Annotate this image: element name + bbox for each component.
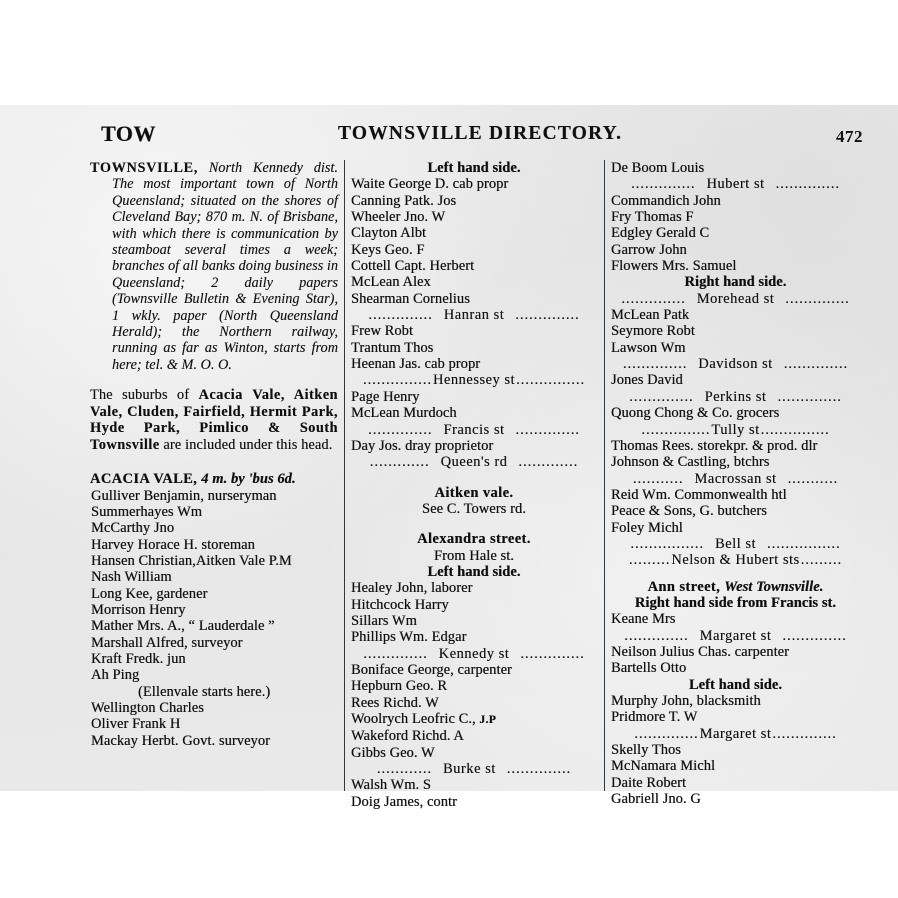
street-divider xyxy=(350,646,598,662)
list-item: Neilson Julius Chas. carpenter xyxy=(611,643,790,660)
leader-dots-left: ............... xyxy=(641,421,711,438)
leader-dots-right: ............. xyxy=(518,454,579,471)
leader-dots-right: .............. xyxy=(772,725,837,742)
list-item: Seymore Robt xyxy=(611,323,695,340)
leader-dots-left: .............. xyxy=(368,307,433,324)
list-item: Daite Robert xyxy=(611,774,687,791)
list-item: Boniface George, carpenter xyxy=(351,661,512,678)
list-item: Murphy John, blacksmith xyxy=(611,693,761,709)
townsville-main-entry xyxy=(90,160,338,373)
leader-dots-right: .............. xyxy=(775,176,840,193)
list-item: Mackay Herbt. Govt. surveyor xyxy=(91,732,271,749)
list-item: Johnson & Castling, btchrs xyxy=(611,454,770,471)
aitken-vale-subline: See C. Towers rd. xyxy=(422,500,526,517)
leader-dots-right: ............... xyxy=(516,372,586,389)
list-item: Kraft Fredk. jun xyxy=(91,651,186,668)
acacia-vale-distance: 4 m. by 'bus 6d. xyxy=(201,471,296,488)
list-item: McNamara Michl xyxy=(611,758,716,775)
suburbs-note xyxy=(90,387,338,453)
list-item: Clayton Albt xyxy=(351,225,427,242)
running-head xyxy=(85,121,875,147)
list-item: Pridmore T. W xyxy=(611,709,698,726)
street-name: Tully st xyxy=(711,421,760,438)
leader-dots-left: .............. xyxy=(622,356,688,373)
list-item: Gulliver Benjamin, nurseryman xyxy=(91,487,277,504)
page-number: 472 xyxy=(836,127,863,146)
street-name: Margaret st xyxy=(699,627,772,644)
column2-entries-2 xyxy=(350,323,598,372)
list-item-name: Woolrych Leofric C., J.P xyxy=(351,711,497,727)
column3-entries-2 xyxy=(610,193,861,275)
list-item: Gibbs Geo. W xyxy=(351,744,435,761)
suburbs-note-lead: The suburbs of xyxy=(90,387,199,404)
list-item: Healey John, laborer xyxy=(351,580,473,597)
list-item: Commandich John xyxy=(611,192,721,209)
street-name: Morehead st xyxy=(696,290,775,307)
acacia-vale-entries-1 xyxy=(90,488,338,684)
street-name: Hubert st xyxy=(706,176,765,193)
street-divider xyxy=(610,726,861,742)
leader-dots-left: .............. xyxy=(631,176,696,193)
leader-dots-right: ................ xyxy=(767,535,841,552)
ellenvale-note: (Ellenvale starts here.) xyxy=(138,683,271,700)
three-column-body xyxy=(85,160,875,810)
list-item: Wheeler Jno. W xyxy=(351,209,446,226)
list-item: Jones David xyxy=(611,372,683,389)
alexandra-entries-1 xyxy=(350,580,598,645)
page-title: TOWNSVILLE DIRECTORY. xyxy=(337,123,623,144)
townsville-headword: TOWNSVILLE, xyxy=(90,160,198,176)
street-divider xyxy=(610,471,861,487)
street-name: Davidson st xyxy=(698,356,773,373)
street-divider xyxy=(610,552,861,568)
running-head-catchword: TOW xyxy=(101,121,156,146)
list-item: Nash William xyxy=(91,569,172,586)
column3-entries-3 xyxy=(610,307,861,356)
ann-street-entries-4 xyxy=(610,742,861,807)
list-item: Keys Geo. F xyxy=(351,241,425,258)
list-item: Bartells Otto xyxy=(611,660,687,677)
side-label: Left hand side. xyxy=(688,676,783,693)
side-label: Right hand side. xyxy=(684,274,787,291)
leader-dots-left: ............ xyxy=(376,761,433,778)
street-divider xyxy=(610,536,861,552)
column3-entries-7 xyxy=(610,487,861,536)
list-item: Hansen Christian,Aitken Vale P.M xyxy=(91,553,292,569)
street-name: Hanran st xyxy=(443,307,505,324)
list-item: Wakeford Richd. A xyxy=(351,728,464,745)
list-item: Peace & Sons, G. butchers xyxy=(611,503,767,520)
street-name: Queen's rd xyxy=(440,454,508,471)
list-item: Cottell Capt. Herbert xyxy=(351,258,475,275)
suburbs-note-tail: are included under this head. xyxy=(159,436,333,453)
list-item xyxy=(350,711,598,728)
list-item: Frew Robt xyxy=(351,323,414,340)
street-name: Kennedy st xyxy=(438,645,510,662)
leader-dots-left: .............. xyxy=(629,388,694,405)
street-divider xyxy=(610,356,861,372)
leader-dots-right: ............... xyxy=(760,421,830,438)
street-divider xyxy=(610,291,861,307)
leader-dots-right: .............. xyxy=(520,645,585,662)
leader-dots-right: .............. xyxy=(506,761,572,778)
list-item: Mather Mrs. A., “ Lauderdale ” xyxy=(91,618,275,635)
list-item: Rees Richd. W xyxy=(351,694,439,711)
street-divider xyxy=(350,454,598,470)
list-item: McLean Patk xyxy=(611,307,690,324)
list-item: Gabriell Jno. G xyxy=(611,791,701,808)
ann-street-locality: West Townsville. xyxy=(724,578,824,595)
list-item: McLean Murdoch xyxy=(351,405,457,422)
list-item: Heenan Jas. cab propr xyxy=(351,356,481,373)
page-text-block xyxy=(85,105,875,810)
street-divider xyxy=(350,422,598,438)
street-divider xyxy=(610,628,861,644)
list-item: Skelly Thos xyxy=(611,742,681,759)
list-item: Marshall Alfred, surveyor xyxy=(91,634,243,651)
leader-dots-left: ................ xyxy=(630,535,704,552)
alexandra-street-heading: Alexandra street. xyxy=(417,531,531,548)
list-item: Garrow John xyxy=(611,241,687,258)
list-item: Keane Mrs xyxy=(611,611,676,628)
street-name: Burke st xyxy=(443,761,496,778)
list-item: Oliver Frank H xyxy=(91,716,181,733)
list-item: Long Kee, gardener xyxy=(91,585,208,602)
leader-dots-left: ............. xyxy=(369,454,430,471)
list-item: Foley Michl xyxy=(611,519,683,536)
acacia-vale-heading-text: ACACIA VALE, xyxy=(90,471,198,488)
street-divider xyxy=(350,372,598,388)
column2-entries-3 xyxy=(350,389,598,422)
street-divider xyxy=(610,389,861,405)
street-divider xyxy=(610,176,861,192)
leader-dots-right: .............. xyxy=(783,356,849,373)
list-item: Shearman Cornelius xyxy=(351,290,470,307)
street-name: Macrossan st xyxy=(694,470,777,487)
leader-dots-right: .............. xyxy=(777,388,842,405)
side-label: Left hand side. xyxy=(427,160,521,176)
list-item: Morrison Henry xyxy=(91,602,186,619)
suburbs-note-list: Acacia Vale, Aitken Vale, Cluden, Fairfield, Hermit Park, Hyde Park, Pimlico & South Townsville xyxy=(90,387,339,453)
ann-street-heading xyxy=(610,579,861,595)
alexandra-entries-3 xyxy=(350,777,598,810)
list-item: Page Henry xyxy=(351,388,420,405)
street-name: Bell st xyxy=(714,535,757,552)
leader-dots-left: ......... xyxy=(628,552,671,569)
leader-dots-left: .............. xyxy=(621,290,686,307)
list-item: Edgley Gerald C xyxy=(611,225,710,242)
leader-dots-right: ........... xyxy=(787,470,839,487)
leader-dots-left: .............. xyxy=(368,421,433,438)
list-item: Walsh Wm. S xyxy=(351,777,432,794)
column-3 xyxy=(605,160,867,808)
side-label: Right hand side from Francis st. xyxy=(634,594,837,611)
acacia-vale-heading xyxy=(90,471,338,487)
townsville-region: North Kennedy xyxy=(208,160,303,176)
column2-entries-4 xyxy=(350,438,598,454)
list-item: Reid Wm. Commonwealth htl xyxy=(611,486,787,503)
alexandra-entries-2 xyxy=(350,662,598,761)
list-item: Phillips Wm. Edgar xyxy=(351,629,467,646)
list-item: Ah Ping xyxy=(91,667,140,684)
townsville-body: dist. The most important town of North Queensland; situated on the shores of Cleveland Bay; 870 m. N. of Brisbane, with which there is communication by steamboat several times a week; branches of all banks doing business in Queensland; 2 daily papers (Townsville Bulletin & Evening Star), 1 wkly. paper (North Queensland Herald); the Northern railway, running as far as Winton, starts from here; tel. & M. O. O. xyxy=(112,160,338,373)
street-name: Margaret st xyxy=(699,725,772,742)
list-item: Harvey Horace H. storeman xyxy=(91,536,255,553)
leader-dots-right: .............. xyxy=(782,627,847,644)
leader-dots-right: .............. xyxy=(515,307,580,324)
street-divider xyxy=(350,307,598,323)
ann-street-heading-text: Ann street, xyxy=(647,578,721,595)
leader-dots-left: .............. xyxy=(624,627,689,644)
acacia-vale-entries-2 xyxy=(90,700,338,749)
street-name: Hennessey st xyxy=(432,372,516,389)
list-item: Wellington Charles xyxy=(91,700,204,717)
leader-dots-right: .............. xyxy=(515,421,580,438)
street-name: Francis st xyxy=(443,421,505,438)
list-item: McCarthy Jno xyxy=(91,520,175,537)
column3-entries-6 xyxy=(610,438,861,471)
list-item: Quong Chong & Co. grocers xyxy=(611,405,780,422)
leader-dots-left: .............. xyxy=(363,645,428,662)
column3-entries-1 xyxy=(610,160,861,176)
list-item: Hepburn Geo. R xyxy=(351,678,448,695)
list-item: Doig James, contr xyxy=(351,793,458,810)
street-divider xyxy=(610,422,861,438)
leader-dots-right: ......... xyxy=(800,552,843,569)
list-item: Flowers Mrs. Samuel xyxy=(611,258,737,275)
side-label: Left hand side. xyxy=(427,563,521,580)
column-1 xyxy=(85,160,344,791)
ann-street-entries-1 xyxy=(610,611,861,627)
list-item: Hitchcock Harry xyxy=(351,596,449,613)
leader-dots-left: ............... xyxy=(362,372,432,389)
ann-street-entries-3 xyxy=(610,693,861,726)
list-item: Fry Thomas F xyxy=(611,209,694,226)
list-item: Canning Patk. Jos xyxy=(351,192,457,209)
aitken-vale-heading: Aitken vale. xyxy=(434,484,514,501)
list-item: Day Jos. dray proprietor xyxy=(351,437,494,454)
street-divider xyxy=(350,761,598,777)
list-item: Thomas Rees. storekpr. & prod. dlr xyxy=(611,437,818,454)
alexandra-street-from: From Hale st. xyxy=(433,547,515,564)
street-name: Perkins st xyxy=(704,388,767,405)
column3-entries-4 xyxy=(610,372,861,388)
column3-entries-5 xyxy=(610,405,861,421)
list-item: Sillars Wm xyxy=(351,612,417,629)
leader-dots-left: ........... xyxy=(632,470,684,487)
column-2 xyxy=(344,160,605,810)
scanned-paper-area xyxy=(0,105,898,810)
column2-entries-1 xyxy=(350,176,598,307)
list-item: Lawson Wm xyxy=(611,339,686,356)
leader-dots-right: .............. xyxy=(785,290,850,307)
list-item: Summerhayes Wm xyxy=(91,503,203,520)
ann-street-entries-2 xyxy=(610,644,861,677)
list-item: Trantum Thos xyxy=(351,339,434,356)
leader-dots-left: .............. xyxy=(634,725,699,742)
list-item: Waite George D. cab propr xyxy=(351,176,509,193)
list-item: De Boom Louis xyxy=(611,160,705,176)
street-name: Nelson & Hubert sts xyxy=(671,552,800,569)
list-item: McLean Alex xyxy=(351,274,431,291)
